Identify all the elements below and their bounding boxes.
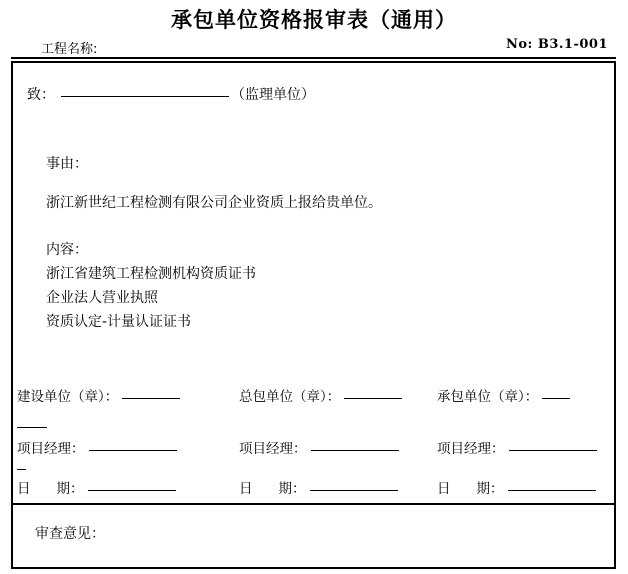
header-row — [11, 39, 616, 59]
seal-cell-general — [239, 385, 402, 405]
date-blank-contractor[interactable] — [508, 490, 596, 491]
section-divider — [13, 503, 614, 505]
addressee-blank-field[interactable] — [61, 96, 229, 97]
manager-blank-general[interactable] — [311, 450, 399, 451]
addressee-line — [27, 84, 315, 104]
date-label-contractor-1: 日 — [437, 481, 451, 497]
content-item-2: 企业法人营业执照 — [46, 290, 158, 306]
date-cell-contractor — [437, 477, 596, 497]
reason-label: 事由： — [46, 156, 88, 172]
wrapped-underline-manager — [17, 469, 26, 470]
seal-label-general: 总包单位（章）： — [239, 389, 341, 405]
signature-section — [17, 385, 614, 505]
date-label-owner-2: 期： — [56, 481, 84, 497]
reason-text: 浙江新世纪工程检测有限公司企业资质上报给贵单位。 — [46, 195, 382, 211]
seal-blank-contractor[interactable] — [542, 398, 570, 399]
signature-row-manager — [17, 425, 614, 465]
date-label-contractor-2: 期： — [476, 481, 504, 497]
seal-cell-owner — [17, 385, 180, 405]
date-cell-owner — [17, 477, 176, 497]
seal-cell-contractor — [437, 385, 570, 405]
addressee-prefix: 致： — [27, 87, 55, 103]
manager-label-contractor: 项目经理： — [437, 441, 505, 457]
manager-label-general: 项目经理： — [239, 441, 307, 457]
manager-blank-contractor[interactable] — [509, 450, 597, 451]
manager-cell-contractor — [437, 437, 597, 457]
date-blank-owner[interactable] — [88, 490, 176, 491]
date-label-owner-1: 日 — [17, 481, 31, 497]
content-block — [46, 238, 256, 334]
serial-number: No: B3.1-001 — [505, 37, 608, 52]
seal-blank-general[interactable] — [344, 398, 402, 399]
page-title: 承包单位资格报审表（通用） — [171, 7, 457, 32]
seal-label-owner: 建设单位（章）： — [17, 389, 119, 405]
content-label: 内容： — [46, 242, 88, 258]
form-body-box — [11, 61, 616, 569]
addressee-suffix: （监理单位） — [231, 87, 315, 103]
signature-row-date — [17, 465, 614, 505]
review-comments-label: 审查意见： — [35, 526, 105, 542]
manager-blank-owner[interactable] — [89, 450, 177, 451]
manager-cell-owner — [17, 437, 177, 457]
content-item-1: 浙江省建筑工程检测机构资质证书 — [46, 266, 256, 282]
project-name-label: 工程名称: — [41, 42, 98, 57]
manager-cell-general — [239, 437, 399, 457]
date-label-general-1: 日 — [239, 481, 253, 497]
wrapped-underline-seal — [17, 427, 47, 428]
content-item-3: 资质认定-计量认证证书 — [46, 314, 192, 330]
date-cell-general — [239, 477, 398, 497]
seal-blank-owner[interactable] — [122, 398, 180, 399]
manager-label-owner: 项目经理： — [17, 441, 85, 457]
date-blank-general[interactable] — [310, 490, 398, 491]
date-label-general-2: 期： — [278, 481, 306, 497]
signature-row-seal — [17, 385, 614, 425]
seal-label-contractor: 承包单位（章）： — [437, 389, 539, 405]
